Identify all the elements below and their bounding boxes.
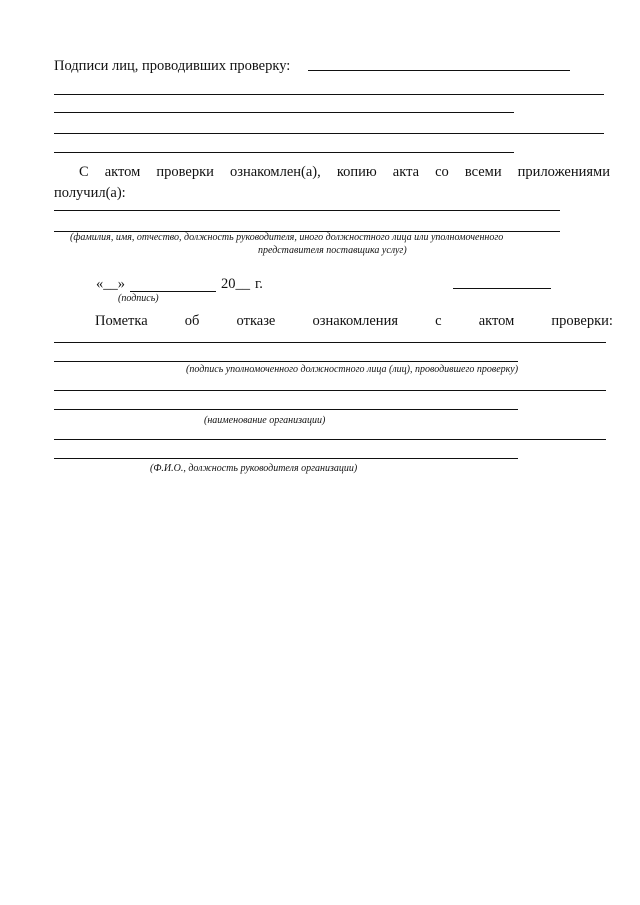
caption-org-head: (Ф.И.О., должность руководителя организации) bbox=[150, 463, 358, 474]
org-line-2[interactable] bbox=[54, 409, 518, 410]
org-line-1[interactable] bbox=[54, 390, 606, 391]
signature-line-4[interactable] bbox=[54, 133, 604, 134]
word: проверки: bbox=[551, 313, 613, 329]
word: приложениями bbox=[517, 164, 610, 180]
refusal-line-2[interactable] bbox=[54, 361, 518, 362]
word: со bbox=[435, 164, 449, 180]
date-year-suffix: г. bbox=[255, 276, 263, 292]
word: проверки bbox=[156, 164, 214, 180]
refusal-line-1[interactable] bbox=[54, 342, 606, 343]
signature-line-3[interactable] bbox=[54, 112, 514, 113]
date-year-prefix: 20__ bbox=[221, 276, 250, 292]
word: ознакомления bbox=[312, 313, 398, 329]
word: отказе bbox=[236, 313, 276, 329]
refusal-statement bbox=[95, 313, 613, 330]
word: С bbox=[79, 164, 89, 180]
org-head-line-1[interactable] bbox=[54, 439, 606, 440]
caption-signature: (подпись) bbox=[118, 293, 159, 304]
signature-line-1[interactable] bbox=[308, 70, 570, 71]
word: Пометка bbox=[95, 313, 148, 329]
word: копию bbox=[336, 164, 377, 180]
recipient-line-1[interactable] bbox=[54, 210, 560, 211]
word: с bbox=[435, 313, 442, 329]
caption-refusal-official: (подпись уполномоченного должностного лица (лиц), проводившего проверку) bbox=[186, 364, 519, 375]
org-head-line-2[interactable] bbox=[54, 458, 518, 459]
word: актом bbox=[478, 313, 515, 329]
acquainted-statement-line2: получил(а): bbox=[54, 185, 126, 201]
date-open-quote: «__» bbox=[96, 276, 125, 292]
caption-manager-line2: представителя поставщика услуг) bbox=[258, 245, 407, 256]
acquainted-statement-line1 bbox=[79, 164, 610, 181]
signature-line-2[interactable] bbox=[54, 94, 604, 95]
word: актом bbox=[104, 164, 141, 180]
signature-line-5[interactable] bbox=[54, 152, 514, 153]
date-month-line[interactable] bbox=[130, 291, 216, 292]
date-signature-line[interactable] bbox=[453, 288, 551, 289]
word: ознакомлен(а), bbox=[229, 164, 321, 180]
signatures-label: Подписи лиц, проводивших проверку: bbox=[54, 58, 291, 74]
word: всеми bbox=[464, 164, 502, 180]
caption-manager-line1: (фамилия, имя, отчество, должность руководителя, иного должностного лица или уполномоченного bbox=[70, 232, 504, 243]
word: акта bbox=[392, 164, 420, 180]
caption-org-name: (наименование организации) bbox=[204, 415, 326, 426]
word: об bbox=[184, 313, 200, 329]
